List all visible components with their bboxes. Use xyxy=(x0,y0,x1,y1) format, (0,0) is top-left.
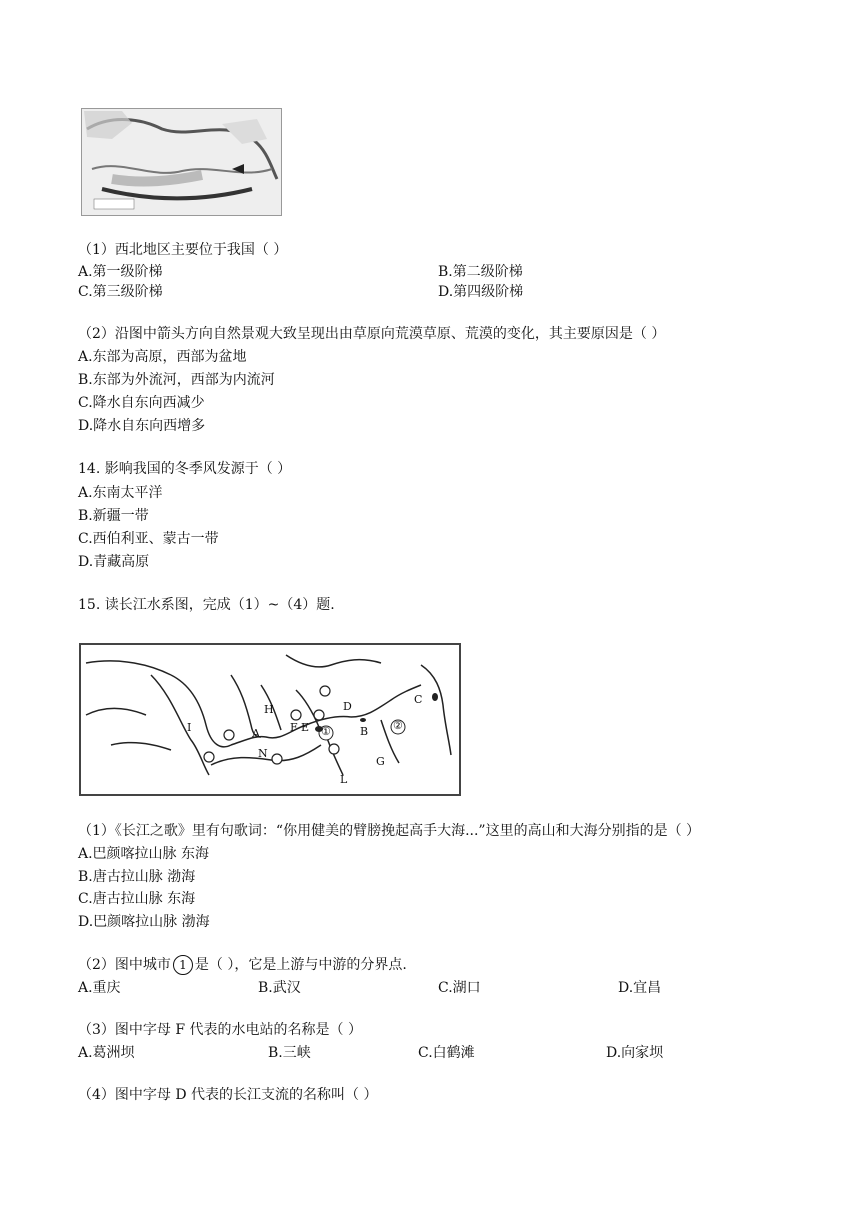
map-label-d: D xyxy=(343,700,352,713)
q15-sub1-option-b[interactable]: B.唐古拉山脉 渤海 xyxy=(78,869,196,885)
circled-number-1: 1 xyxy=(173,955,193,975)
q15-sub1-option-d[interactable]: D.巴颜喀拉山脉 渤海 xyxy=(78,914,210,930)
q13-sub2-option-c[interactable]: C.降水自东向西减少 xyxy=(78,395,205,411)
q15-sub3-option-c[interactable]: C.白鹤滩 xyxy=(418,1045,475,1061)
q13-sub1-option-d[interactable]: D.第四级阶梯 xyxy=(438,284,524,300)
map-label-i: I xyxy=(187,721,192,734)
q15-sub3-option-b[interactable]: B.三峡 xyxy=(268,1045,311,1061)
map-label-h: H xyxy=(264,703,274,716)
q15-sub2-option-a[interactable]: A.重庆 xyxy=(78,980,121,996)
q13-sub1-option-c[interactable]: C.第三级阶梯 xyxy=(78,284,163,300)
q13-sub1-stem: （1）西北地区主要位于我国（ ） xyxy=(78,242,288,258)
q15-sub2-option-d[interactable]: D.宜昌 xyxy=(618,980,662,996)
map-label-g: G xyxy=(376,755,385,768)
q13-sub1-option-a[interactable]: A.第一级阶梯 xyxy=(78,264,163,280)
q14-option-d[interactable]: D.青藏高原 xyxy=(78,554,150,570)
q13-sub2-option-a[interactable]: A.东部为高原，西部为盆地 xyxy=(78,349,247,365)
map-label-city-2: ② xyxy=(393,719,403,732)
q15-sub2-option-c[interactable]: C.湖口 xyxy=(438,980,481,996)
q13-sub2-option-b[interactable]: B.东部为外流河，西部为内流河 xyxy=(78,372,275,388)
map-label-f: F xyxy=(290,721,298,734)
q13-sub2-stem: （2）沿图中箭头方向自然景观大致呈现出由草原向荒漠草原、荒漠的变化，其主要原因是（ ） xyxy=(78,326,666,342)
q15-sub2-stem-after: 是（ ），它是上游与中游的分界点. xyxy=(194,957,407,973)
q14-stem: 14. 影响我国的冬季风发源于（ ） xyxy=(78,461,292,477)
map-label-n: N xyxy=(258,747,268,760)
q15-sub2-option-b[interactable]: B.武汉 xyxy=(258,980,301,996)
map-label-e: E xyxy=(301,721,310,734)
map-label-c: C xyxy=(414,693,423,706)
q15-sub4-stem: （4）图中字母 D 代表的长江支流的名称叫（ ） xyxy=(78,1087,378,1103)
q14-option-a[interactable]: A.东南太平洋 xyxy=(78,485,163,501)
q13-sub2-option-d[interactable]: D.降水自东向西增多 xyxy=(78,418,206,434)
q15-sub1-option-a[interactable]: A.巴颜喀拉山脉 东海 xyxy=(78,846,210,862)
q14-option-c[interactable]: C.西伯利亚、蒙古一带 xyxy=(78,531,219,547)
map-label-city-1: ① xyxy=(321,725,331,738)
map-label-a: A xyxy=(252,727,260,740)
q15-sub2-stem-before: （2）图中城市 xyxy=(78,957,171,973)
q14-option-b[interactable]: B.新疆一带 xyxy=(78,508,149,524)
q13-sub1-option-b[interactable]: B.第二级阶梯 xyxy=(438,264,523,280)
q15-sub3-option-a[interactable]: A.葛洲坝 xyxy=(78,1045,135,1061)
map-label-l: L xyxy=(340,773,348,786)
q15-stem: 15. 读长江水系图，完成（1）~（4）题. xyxy=(78,597,335,613)
q15-sub1-stem: （1）《长江之歌》里有句歌词：“你用健美的臂膀挽起高手大海...”这里的高山和大海分别指的是（ ） xyxy=(78,823,701,839)
q15-sub1-option-c[interactable]: C.唐古拉山脉 东海 xyxy=(78,891,196,907)
map-label-b: B xyxy=(360,725,369,738)
q15-sub2-stem xyxy=(78,955,407,975)
northwest-region-map xyxy=(81,108,282,216)
q15-sub3-stem: （3）图中字母 F 代表的水电站的名称是（ ） xyxy=(78,1022,362,1038)
yangtze-river-map xyxy=(79,643,461,796)
q15-sub3-option-d[interactable]: D.向家坝 xyxy=(606,1045,664,1061)
